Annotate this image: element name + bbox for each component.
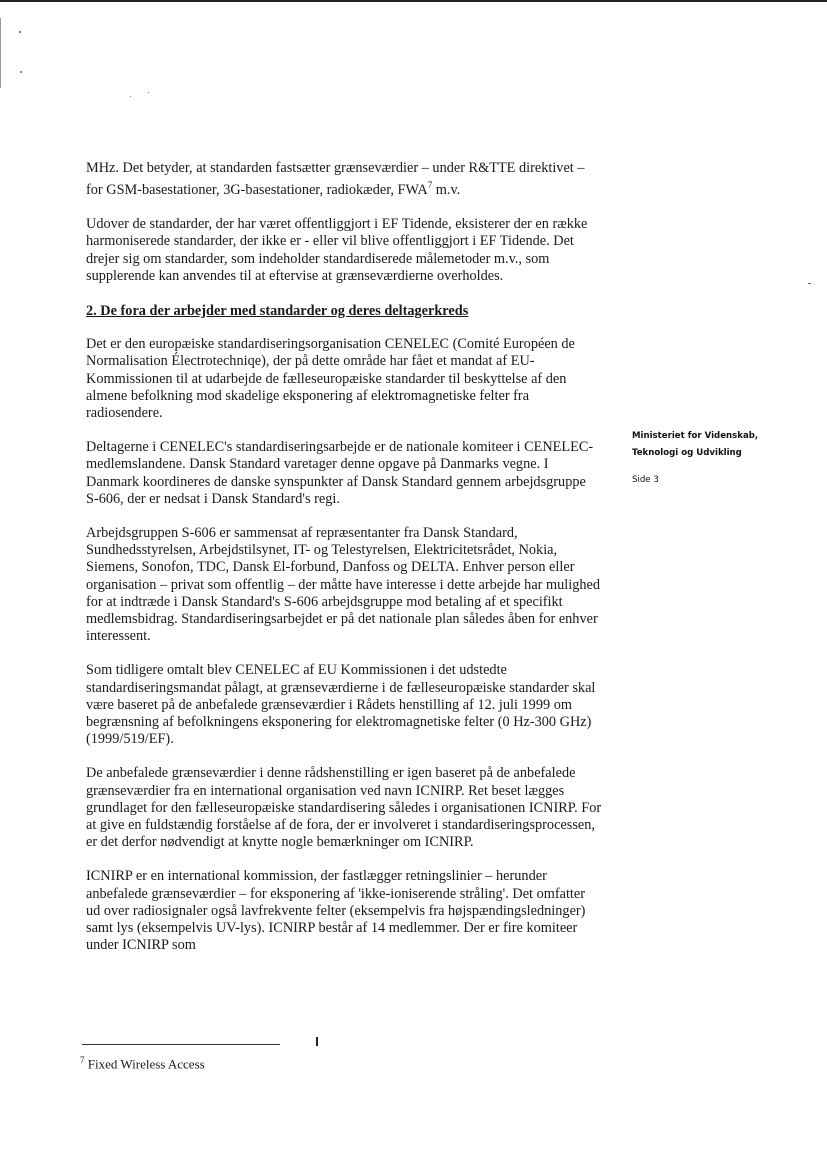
scan-speck (130, 96, 131, 97)
scan-speck (808, 283, 811, 284)
scan-speck (20, 71, 22, 73)
paragraph-s606: Arbejdsgruppen S-606 er sammensat af repræsentanter fra Dansk Standard, Sundhedsstyrelsen, Arbejdstilsynet, IT- og Telestyrelsen, Elektricitetsrådet, Nokia, Siemens, Sonofon, TDC, Dansk El-forbund, Danfoss og DELTA. Enhver person eller organisation – privat som offentlig – der måtte have interesse i dette arbejde har mulighed for at indtræde i Dansk Standard's S-606 arbejdsgruppe mod betaling af et specifikt medlemsbidrag. Standardiseringsarbejdet er på det nationale plan således åben for enhver interessent. (86, 525, 601, 645)
page-number: Side 3 (632, 475, 659, 485)
paragraph-icnirp: ICNIRP er en international kommission, der fastlægger retningslinier – herunder anbefalede grænseværdier – for eksponering af 'ikke-ioniserende stråling'. Det omfatter ud over radiosignaler også lavfrekvente felter (eksempelvis fra højspændingsledninger) samt lys (eksempelvis UV-lys). ICNIRP består af 14 medlemmer. Der er fire komiteer under ICNIRP som (86, 868, 586, 954)
paragraph-cenelec: Det er den europæiske standardiseringsorganisation CENELEC (Comité Européen de Normalisation Électrotechniqe), der på dette område har fået et mandat af EU-Kommissionen til at udarbejde de fælleseuropæiske standarder til beskyttelse af den almene befolkning mod skadelige eksponering af elektromagnetiske felter fra radiosendere. (86, 336, 575, 421)
scan-edge-mark (0, 18, 1, 88)
paragraph-r-tte: MHz. Det betyder, at standarden fastsætter grænseværdier – under R&TTE direktivet – for GSM-basestationer, 3G-basestationer, radiokæder, FWA$^7$ m.v. (86, 160, 585, 198)
ministry-name-line-2: Teknologi og Udvikling (632, 448, 742, 458)
footnote-text: Fixed Wireless Access (84, 1056, 205, 1072)
paragraph-participants: Deltagerne i CENELEC's standardiseringsarbejde er de nationale komiteer i CENELEC-medlemslandene. Dansk Standard varetager denne opgave på Danmarks vegne. I Danmark koordineres de danske synspunkter af Dansk Standard gennem arbejdsgruppe S-606, der er nedsat i Dansk Standard's regi. (86, 439, 594, 507)
document-body (86, 160, 602, 971)
footnote-number: 7 (80, 1055, 85, 1065)
section-heading: 2. De fora der arbejder med standarder og deres deltagerkreds (86, 302, 469, 319)
scan-speck (19, 31, 21, 33)
top-border-line (0, 0, 827, 2)
footnote-ref: 7 (427, 180, 433, 191)
paragraph-mandate: Som tidligere omtalt blev CENELEC af EU Kommissionen i det udstedte standardiseringsmandat pålagt, at grænseværdierne i de fælleseuropæiske standarder skal være baseret på de anbefalede grænseværdier i Rådets henstilling af 12. juli 1999 om begrænsning af befolkningens eksponering for elektromagnetiske felter (0 Hz-300 GHz) (1999/519/EF). (86, 662, 596, 748)
footnote-separator (82, 1044, 280, 1045)
paragraph-harmonised-standards: Udover de standarder, der har været offentliggjort i EF Tidende, eksisterer der en række harmoniserede standarder, der ikke er - eller vil blive offentliggjort i EF Tidende. Det drejer sig om standarder, som indeholder standardiserede målemetoder m.v., som supplerende kan anvendes til at eftervise at grænseværdierne overholdes. (86, 216, 588, 284)
footnote (80, 1052, 205, 1072)
scan-mark (316, 1037, 318, 1046)
paragraph-recommendation: De anbefalede grænseværdier i denne rådshenstilling er igen baseret på de anbefalede grænseværdier fra en international organisation ved navn ICNIRP. Ret beset lægges grundlaget for den fælleseuropæiske standardisering således i organisationen ICNIRP. For at give en fuldstændig forståelse af de fora, der er involveret i standardiseringsprocessen, er det derfor nødvendigt at knytte nogle bemærkninger om ICNIRP. (86, 765, 602, 851)
sidebar-info (632, 428, 802, 487)
scan-speck (148, 92, 149, 93)
ministry-name-line-1: Ministeriet for Videnskab, (632, 431, 759, 441)
